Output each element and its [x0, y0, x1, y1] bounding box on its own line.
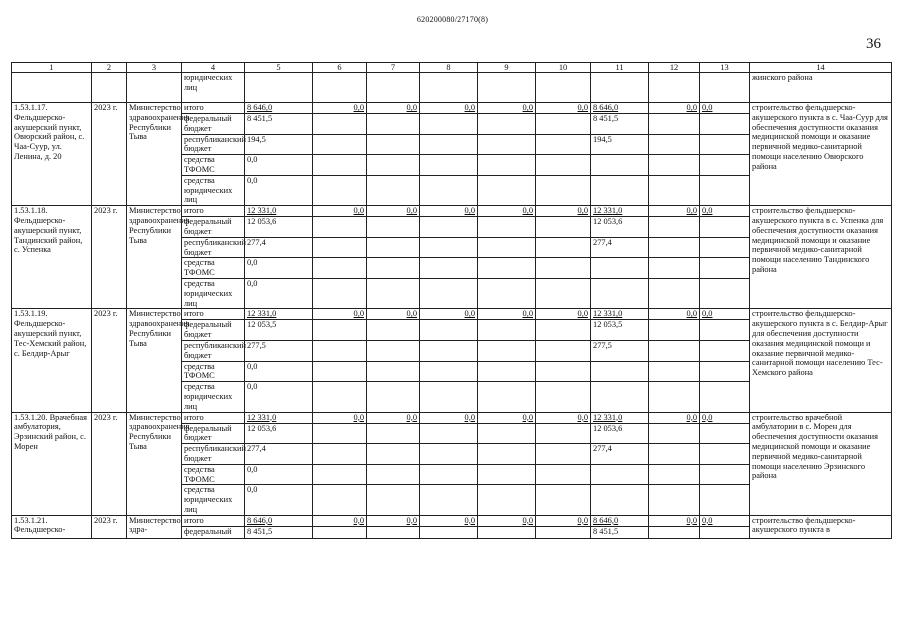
col-header: 7 — [367, 63, 420, 73]
funding-source: средства ТФОМС — [182, 464, 245, 485]
value-v6 — [313, 340, 367, 361]
value-v6 — [313, 134, 367, 155]
value-v12 — [649, 237, 700, 258]
value-v10 — [536, 382, 591, 412]
entry-year: 2023 г. — [92, 412, 127, 515]
col-header: 5 — [245, 63, 313, 73]
value-v6 — [313, 278, 367, 308]
value-v8 — [420, 382, 478, 412]
value-v13 — [700, 237, 750, 258]
col-header: 6 — [313, 63, 367, 73]
value-v8 — [420, 237, 478, 258]
entry-executor: Министерство здравоохранения Республики Тыва — [127, 412, 182, 515]
value-v6 — [313, 444, 367, 465]
value-v9: 0,0 — [478, 206, 536, 217]
value-v13 — [700, 320, 750, 341]
value-v5: 8 451,5 — [245, 114, 313, 135]
funding-source: средства юридических лиц — [182, 278, 245, 308]
value-v6 — [313, 361, 367, 382]
value-v7 — [367, 423, 420, 444]
value-v5: 0,0 — [245, 464, 313, 485]
value-v10 — [536, 217, 591, 238]
value-v10: 0,0 — [536, 309, 591, 320]
value-v12 — [649, 485, 700, 515]
funding-source: федеральный бюджет — [182, 217, 245, 238]
funding-source: федеральный бюджет — [182, 320, 245, 341]
value-v7: 0,0 — [367, 103, 420, 114]
value-v6: 0,0 — [313, 515, 367, 526]
value-v11: 8 451,5 — [591, 114, 649, 135]
funding-source: средства юридических лиц — [182, 175, 245, 205]
value-v9 — [478, 464, 536, 485]
value-v10 — [536, 258, 591, 279]
value-v6 — [313, 464, 367, 485]
value-v6 — [313, 237, 367, 258]
value-v10 — [536, 526, 591, 538]
value-v7 — [367, 382, 420, 412]
value-v13: 0,0 — [700, 206, 750, 217]
table-row — [12, 206, 892, 217]
value-v7: 0,0 — [367, 412, 420, 423]
value-v7 — [367, 237, 420, 258]
value-v8: 0,0 — [420, 515, 478, 526]
value-v13 — [700, 382, 750, 412]
value-v10 — [536, 278, 591, 308]
value-v10 — [536, 320, 591, 341]
description: жинского района — [750, 73, 892, 103]
value-v13 — [700, 217, 750, 238]
value-v12: 0,0 — [649, 309, 700, 320]
entry-name: 1.53.1.21. Фельдшерско- — [12, 515, 92, 538]
value-v7 — [367, 340, 420, 361]
value-v10 — [536, 464, 591, 485]
value-v7: 0,0 — [367, 515, 420, 526]
value-v12 — [649, 361, 700, 382]
value-v11: 12 053,6 — [591, 423, 649, 444]
value-v7 — [367, 155, 420, 176]
col-header: 11 — [591, 63, 649, 73]
value-v6: 0,0 — [313, 412, 367, 423]
value-v9 — [478, 217, 536, 238]
value-v10 — [536, 134, 591, 155]
value-v13 — [700, 155, 750, 176]
value-v13 — [700, 134, 750, 155]
value-v7: 0,0 — [367, 309, 420, 320]
value-v12 — [649, 526, 700, 538]
funding-source: федеральный бюджет — [182, 114, 245, 135]
value-v5: 277,4 — [245, 444, 313, 465]
value-v10 — [536, 423, 591, 444]
value-v9 — [478, 155, 536, 176]
value-v10: 0,0 — [536, 206, 591, 217]
value-v13: 0,0 — [700, 515, 750, 526]
value-v7 — [367, 175, 420, 205]
entry-year: 2023 г. — [92, 309, 127, 412]
value-v9 — [478, 134, 536, 155]
value-v11: 194,5 — [591, 134, 649, 155]
value-v13 — [700, 444, 750, 465]
col-header: 8 — [420, 63, 478, 73]
value-v8 — [420, 464, 478, 485]
value-v9 — [478, 526, 536, 538]
value-v7 — [367, 464, 420, 485]
value-v6 — [313, 217, 367, 238]
value-v9 — [478, 114, 536, 135]
value-v11: 12 331,0 — [591, 412, 649, 423]
value-v10 — [536, 175, 591, 205]
funding-source: республиканский бюджет — [182, 444, 245, 465]
funding-source: итого — [182, 103, 245, 114]
entry-name: 1.53.1.18. Фельдшерско-акушерский пункт, Тандинский район, с. Успенка — [12, 206, 92, 309]
value-v7: 0,0 — [367, 206, 420, 217]
value-v5: 12 053,6 — [245, 217, 313, 238]
value-v12 — [649, 217, 700, 238]
value-v13 — [700, 464, 750, 485]
entry-name: 1.53.1.19. Фельдшерско-акушерский пункт, Тес-Хемский район, с. Белдир-Арыг — [12, 309, 92, 412]
description: строительство фельдшерско-акушерского пункта в — [750, 515, 892, 538]
value-v9 — [478, 423, 536, 444]
value-v11: 12 331,0 — [591, 309, 649, 320]
value-v9 — [478, 340, 536, 361]
value-v12: 0,0 — [649, 515, 700, 526]
value-v9: 0,0 — [478, 515, 536, 526]
value-v10 — [536, 361, 591, 382]
value-v7 — [367, 444, 420, 465]
col-header: 13 — [700, 63, 750, 73]
value-v10: 0,0 — [536, 412, 591, 423]
value-v9 — [478, 361, 536, 382]
value-v12 — [649, 175, 700, 205]
value-v8: 0,0 — [420, 309, 478, 320]
entry-executor: Министерство здравоохранения Республики Тыва — [127, 103, 182, 206]
value-v11 — [591, 361, 649, 382]
value-v11 — [591, 175, 649, 205]
value-v5: 12 053,6 — [245, 423, 313, 444]
value-v12 — [649, 320, 700, 341]
value-v13 — [700, 423, 750, 444]
value-v10 — [536, 444, 591, 465]
value-v11 — [591, 258, 649, 279]
value-v13 — [700, 258, 750, 279]
value-v8 — [420, 155, 478, 176]
value-v13: 0,0 — [700, 412, 750, 423]
value-v12 — [649, 423, 700, 444]
value-v12 — [649, 114, 700, 135]
value-v11 — [591, 382, 649, 412]
col-header: 2 — [92, 63, 127, 73]
value-v12: 0,0 — [649, 206, 700, 217]
description: строительство фельдшерско-акушерского пункта в с. Чаа-Суур для обеспечения доступности оказания медицинской помощи и оказание первичной медико-санитарной помощи населению Овюрского района — [750, 103, 892, 206]
value-v11: 8 646,0 — [591, 103, 649, 114]
value-v6: 0,0 — [313, 309, 367, 320]
value-v6 — [313, 114, 367, 135]
value-v11: 277,4 — [591, 444, 649, 465]
value-v11: 12 053,6 — [591, 217, 649, 238]
column-number-row — [12, 63, 892, 73]
value-v12 — [649, 340, 700, 361]
value-v5: 277,4 — [245, 237, 313, 258]
value-v6 — [313, 423, 367, 444]
value-v5: 8 451,5 — [245, 526, 313, 538]
value-v11: 277,4 — [591, 237, 649, 258]
funding-source: средства ТФОМС — [182, 258, 245, 279]
value-v6 — [313, 175, 367, 205]
value-v10 — [536, 114, 591, 135]
value-v10: 0,0 — [536, 103, 591, 114]
value-v6 — [313, 526, 367, 538]
value-v9: 0,0 — [478, 412, 536, 423]
value-v11: 12 331,0 — [591, 206, 649, 217]
funding-source: средства юридических лиц — [182, 382, 245, 412]
value-v5: 0,0 — [245, 382, 313, 412]
value-v10 — [536, 155, 591, 176]
table-row — [12, 412, 892, 423]
funding-source: федеральный бюджет — [182, 423, 245, 444]
value-v5: 0,0 — [245, 258, 313, 279]
value-v11: 12 053,5 — [591, 320, 649, 341]
value-v7 — [367, 258, 420, 279]
value-v10 — [536, 485, 591, 515]
value-v12 — [649, 444, 700, 465]
value-v6 — [313, 155, 367, 176]
value-v6 — [313, 320, 367, 341]
value-v10 — [536, 340, 591, 361]
value-v11 — [591, 464, 649, 485]
funding-source: федеральный — [182, 526, 245, 538]
value-v7 — [367, 320, 420, 341]
value-v10: 0,0 — [536, 515, 591, 526]
value-v13 — [700, 340, 750, 361]
value-v13 — [700, 114, 750, 135]
value-v8 — [420, 526, 478, 538]
funding-source: средства юридических лиц — [182, 485, 245, 515]
value-v7 — [367, 526, 420, 538]
value-v5: 0,0 — [245, 278, 313, 308]
value-v5: 0,0 — [245, 155, 313, 176]
value-v5: 12 331,0 — [245, 206, 313, 217]
value-v9 — [478, 382, 536, 412]
entry-name: 1.53.1.20. Врачебная амбулатория, Эрзинский район, с. Морен — [12, 412, 92, 515]
col-header: 12 — [649, 63, 700, 73]
value-v11: 8 646,0 — [591, 515, 649, 526]
value-v8 — [420, 485, 478, 515]
value-v13: 0,0 — [700, 103, 750, 114]
table-row — [12, 73, 892, 103]
value-v6: 0,0 — [313, 103, 367, 114]
entry-executor: Министерство здравоохранения Республики Тыва — [127, 206, 182, 309]
funding-source: итого — [182, 309, 245, 320]
value-v5: 8 646,0 — [245, 103, 313, 114]
value-v9 — [478, 444, 536, 465]
description: строительство фельдшерско-акушерского пункта в с. Успенка для обеспечения доступности оказания медицинской помощи и оказание первичной медико-санитарной помощи населению Тандинского района — [750, 206, 892, 309]
col-header: 9 — [478, 63, 536, 73]
value-v8 — [420, 175, 478, 205]
value-v9 — [478, 175, 536, 205]
value-v11 — [591, 485, 649, 515]
value-v12 — [649, 155, 700, 176]
value-v8 — [420, 320, 478, 341]
value-v5: 12 331,0 — [245, 412, 313, 423]
table-row — [12, 103, 892, 114]
funding-source: итого — [182, 206, 245, 217]
value-v12 — [649, 464, 700, 485]
value-v12 — [649, 258, 700, 279]
value-v11: 8 451,5 — [591, 526, 649, 538]
funding-source: средства ТФОМС — [182, 155, 245, 176]
value-v13 — [700, 485, 750, 515]
value-v9: 0,0 — [478, 103, 536, 114]
value-v9 — [478, 320, 536, 341]
value-v13 — [700, 526, 750, 538]
value-v8 — [420, 278, 478, 308]
value-v13 — [700, 175, 750, 205]
value-v6: 0,0 — [313, 206, 367, 217]
col-header: 4 — [182, 63, 245, 73]
value-v9: 0,0 — [478, 309, 536, 320]
value-v8 — [420, 423, 478, 444]
value-v12: 0,0 — [649, 412, 700, 423]
value-v9 — [478, 485, 536, 515]
description: строительство врачебной амбулатории в с. Морен для обеспечения доступности оказания медицинской помощи и оказание первичной медико-санитарной помощи населению Эрзинского района — [750, 412, 892, 515]
funding-source: юридических лиц — [182, 73, 245, 103]
col-header: 10 — [536, 63, 591, 73]
value-v9 — [478, 237, 536, 258]
table-row — [12, 309, 892, 320]
funding-source: итого — [182, 412, 245, 423]
value-v7 — [367, 114, 420, 135]
value-v5: 12 331,0 — [245, 309, 313, 320]
funding-source: итого — [182, 515, 245, 526]
value-v5: 8 646,0 — [245, 515, 313, 526]
entry-name: 1.53.1.17. Фельдшерско-акушерский пункт, Овюрский район, с. Чаа-Суур, ул. Ленина, д. 20 — [12, 103, 92, 206]
value-v7 — [367, 361, 420, 382]
value-v13 — [700, 278, 750, 308]
col-header: 14 — [750, 63, 892, 73]
value-v5: 12 053,5 — [245, 320, 313, 341]
document-id: 620200080/27170(8) — [416, 15, 489, 24]
value-v6 — [313, 382, 367, 412]
value-v6 — [313, 485, 367, 515]
value-v8: 0,0 — [420, 206, 478, 217]
value-v5: 0,0 — [245, 361, 313, 382]
value-v12 — [649, 278, 700, 308]
page-number: 36 — [866, 36, 881, 52]
value-v13 — [700, 361, 750, 382]
value-v8 — [420, 114, 478, 135]
value-v5: 277,5 — [245, 340, 313, 361]
value-v7 — [367, 278, 420, 308]
description: строительство фельдшерско-акушерского пункта в с. Белдир-Арыг для обеспечения доступности оказания медицинской помощи и оказание первичной медико-санитарной помощи населению Тес-Хемского района — [750, 309, 892, 412]
value-v11 — [591, 155, 649, 176]
value-v8: 0,0 — [420, 103, 478, 114]
value-v8 — [420, 217, 478, 238]
entry-executor: Министерство здравоохранения Республики Тыва — [127, 309, 182, 412]
value-v7 — [367, 134, 420, 155]
value-v8 — [420, 361, 478, 382]
value-v8 — [420, 134, 478, 155]
funding-source: средства ТФОМС — [182, 361, 245, 382]
entry-year: 2023 г. — [92, 206, 127, 309]
value-v9 — [478, 278, 536, 308]
value-v10 — [536, 237, 591, 258]
funding-source: республиканский бюджет — [182, 134, 245, 155]
value-v11 — [591, 278, 649, 308]
col-header: 1 — [12, 63, 92, 73]
value-v12 — [649, 134, 700, 155]
value-v13: 0,0 — [700, 309, 750, 320]
value-v12: 0,0 — [649, 103, 700, 114]
value-v5: 0,0 — [245, 485, 313, 515]
value-v7 — [367, 217, 420, 238]
value-v8 — [420, 444, 478, 465]
value-v5: 0,0 — [245, 175, 313, 205]
entry-year: 2023 г. — [92, 515, 127, 538]
value-v6 — [313, 258, 367, 279]
value-v9 — [478, 258, 536, 279]
funding-source: республиканский бюджет — [182, 237, 245, 258]
value-v12 — [649, 382, 700, 412]
col-header: 3 — [127, 63, 182, 73]
value-v11: 277,5 — [591, 340, 649, 361]
value-v5: 194,5 — [245, 134, 313, 155]
value-v8 — [420, 258, 478, 279]
value-v8 — [420, 340, 478, 361]
value-v7 — [367, 485, 420, 515]
budget-table — [11, 62, 892, 539]
value-v8: 0,0 — [420, 412, 478, 423]
entry-executor: Министерство здра- — [127, 515, 182, 538]
table-row — [12, 515, 892, 526]
funding-source: республиканский бюджет — [182, 340, 245, 361]
entry-year: 2023 г. — [92, 103, 127, 206]
